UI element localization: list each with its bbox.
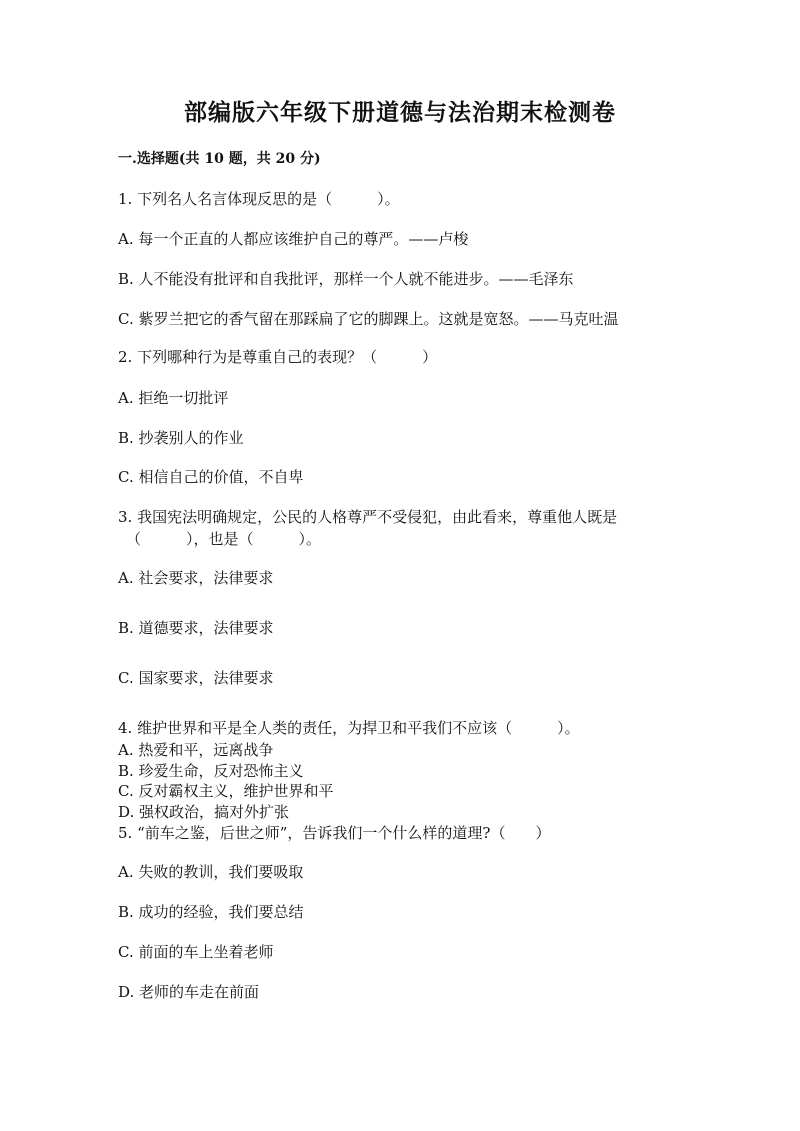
question-2-stem: 2. 下列哪种行为是尊重自己的表现？（ ）	[118, 348, 438, 366]
question-3-option-c: C. 国家要求，法律要求	[118, 669, 274, 687]
question-4-option-d: D. 强权政治，搞对外扩张	[118, 803, 290, 821]
question-5-option-a: A. 失败的教训，我们要吸取	[118, 863, 304, 881]
question-2-option-b: B. 抄袭别人的作业	[118, 429, 244, 447]
question-1-option-c: C. 紫罗兰把它的香气留在那踩扁了它的脚踝上。这就是宽怒。——马克吐温	[118, 310, 619, 328]
section-heading: 一.选择题(共 10 题，共 20 分)	[118, 151, 321, 167]
question-4-option-a: A. 热爱和平，远离战争	[118, 741, 274, 759]
page-title: 部编版六年级下册道德与法治期末检测卷	[184, 99, 616, 126]
question-5-stem: 5. “前车之鉴，后世之师”，告诉我们一个什么样的道理?（ ）	[118, 824, 551, 842]
question-1-option-b: B. 人不能没有批评和自我批评，那样一个人就不能进步。——毛泽东	[118, 270, 574, 288]
question-2-option-c: C. 相信自己的价值，不自卑	[118, 468, 304, 486]
question-1-stem: 1. 下列名人名言体现反思的是（ ）。	[118, 190, 400, 208]
question-3-stem-continuation: （ ），也是（ ）。	[126, 530, 322, 548]
question-3-stem: 3. 我国宪法明确规定，公民的人格尊严不受侵犯，由此看来，尊重他人既是	[118, 508, 618, 526]
question-3-option-b: B. 道德要求，法律要求	[118, 619, 274, 637]
question-5-option-b: B. 成功的经验，我们要总结	[118, 903, 304, 921]
question-1-option-a: A. 每一个正直的人都应该维护自己的尊严。——卢梭	[118, 230, 469, 248]
question-4-option-c: C. 反对霸权主义，维护世界和平	[118, 782, 334, 800]
question-3-option-a: A. 社会要求，法律要求	[118, 569, 274, 587]
question-4-stem: 4. 维护世界和平是全人类的责任，为捍卫和平我们不应该（ ）。	[118, 719, 580, 737]
question-4-option-b: B. 珍爱生命，反对恐怖主义	[118, 762, 304, 780]
question-5-option-c: C. 前面的车上坐着老师	[118, 943, 274, 961]
question-5-option-d: D. 老师的车走在前面	[118, 983, 260, 1001]
question-2-option-a: A. 拒绝一切批评	[118, 389, 229, 407]
